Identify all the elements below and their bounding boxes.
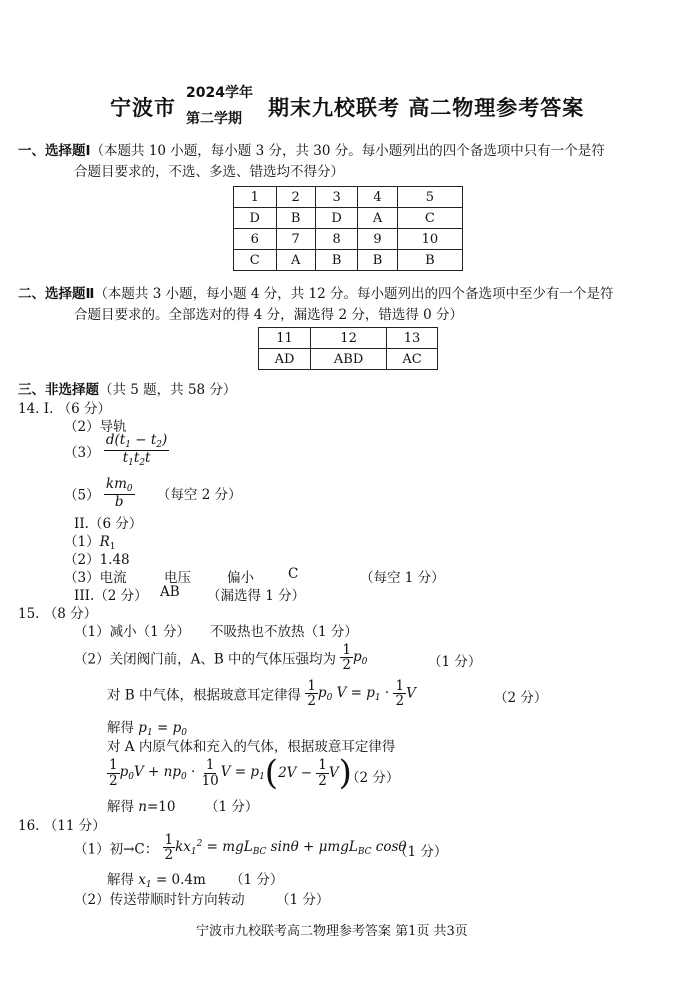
q16-solve-var: $x_1$ [138, 872, 152, 890]
section1-row [234, 208, 463, 229]
q14-ii-3-a: （3）电流 [64, 570, 127, 586]
q14-ii-3-d: C [288, 566, 299, 582]
q15-a-text: 对 A 内原气体和充入的气体，根据玻意耳定律得 [107, 739, 396, 755]
q15-b-v: V [406, 685, 416, 702]
section2-cell: AD [259, 349, 311, 370]
section1-cell: 6 [234, 229, 277, 250]
q15-label: 15. （8 分） [18, 606, 98, 622]
q15-a-frac2: $\frac{1}{10}$ [201, 757, 219, 789]
q16-frac: $\frac{1}{2}$ [164, 832, 174, 864]
q15-part2 [74, 643, 367, 672]
q14-part5-label: （5） [64, 487, 100, 504]
section1-line1 [18, 139, 605, 159]
q16-eq: $kx_1^2 = mgL_{BC}$ sinθ + μmgL$_{BC}$ cosθ [175, 838, 407, 857]
q14-ii-label: II.（6 分） [74, 516, 143, 532]
q15-a-frac1: $\frac{1}{2}$ [109, 757, 118, 789]
q15-part2-text: （2）关闭阀门前，A、B 中的气体压强均为 [74, 651, 337, 668]
q14-ii-2: （2）1.48 [64, 552, 130, 568]
q16-solve-score: （1 分） [230, 872, 284, 888]
q16-part2: （2）传送带顺时针方向转动 [74, 892, 245, 908]
q15-b-line [107, 679, 416, 708]
q14-ii-3-c: 偏小 [227, 570, 254, 586]
section1-cell: 4 [358, 187, 397, 208]
section1-answer-table [233, 186, 463, 271]
section2-cell: AC [387, 349, 438, 370]
page-footer: 宁波市九校联考高二物理参考答案 第1页 共3页 [196, 924, 468, 939]
section1-cell: 5 [397, 187, 462, 208]
q15-a-eq [107, 753, 352, 793]
q15-solve2 [107, 795, 176, 815]
section1-cell: D [315, 208, 358, 229]
q14-iii-label: III.（2 分） [74, 588, 148, 604]
section3-line [18, 378, 236, 398]
q15-a-lparen: ( [264, 753, 279, 793]
section2-cell: 12 [311, 328, 387, 349]
q14-part2: （2）导轨 [64, 419, 127, 435]
section1-row [234, 229, 463, 250]
q15-solve2-var: n [138, 799, 147, 815]
section1-cell: A [276, 250, 315, 271]
section1-row [234, 187, 463, 208]
section2-cell: 11 [259, 328, 311, 349]
section2-heading: 二、选择题Ⅱ [18, 286, 95, 302]
q15-solve2-score: （1 分） [205, 799, 259, 815]
section2-answer-table [258, 327, 438, 370]
q14-part5 [64, 477, 242, 510]
section1-desc2: 合题目要求的，不选、多选、错选均不得分） [74, 164, 344, 180]
q15-a-rparen: ) [338, 753, 352, 793]
q15-solve2-label: 解得 [107, 799, 134, 815]
title-term: 第二学期 [186, 111, 242, 127]
section3-heading: 三、非选择题 [18, 382, 99, 398]
q14-ii-3-note: （每空 1 分） [360, 570, 445, 586]
section1-cell: A [358, 208, 397, 229]
section1-cell: B [315, 250, 358, 271]
page-title: 期末九校联考 高二物理参考答案 [268, 96, 585, 120]
q14-ii-1-sub: 1 [109, 542, 116, 552]
q15-a-v: V [328, 765, 339, 781]
q15-part1b: 不吸热也不放热（1 分） [210, 624, 358, 640]
q16-part2-score: （1 分） [276, 892, 330, 908]
section1-cell: C [397, 208, 462, 229]
section2-line1 [18, 282, 614, 302]
q16-part1-label: （1）初→C： [74, 841, 159, 858]
q14-part3-formula: $\frac{d(t_1 - t_2)}{t_1t_2t}$ [105, 432, 168, 469]
q16-part1 [74, 833, 407, 862]
section1-cell: 1 [234, 187, 277, 208]
q15-a-eq-part1: $p_0V + np_0$ · [119, 764, 200, 782]
q15-a-score: （2 分） [346, 770, 400, 786]
q15-a-eq-part3: 2V − [278, 765, 317, 781]
title-year: 2024学年 [186, 85, 253, 101]
q15-a-eq-part2: $V = p_1$ [220, 764, 265, 782]
section2-cell: ABD [311, 349, 387, 370]
q15-solve1-eq: $p_1 = p_0$ [138, 720, 187, 738]
q16-label: 16. （11 分） [18, 818, 106, 834]
q15-b-frac1: $\frac{1}{2}$ [307, 678, 316, 710]
section1-cell: B [397, 250, 462, 271]
q14-iii-answer: AB [160, 584, 180, 600]
section2-row [259, 328, 438, 349]
q15-solve2-rest: =10 [147, 799, 176, 815]
section1-cell: B [276, 208, 315, 229]
q15-p0: $p_0$ [352, 648, 368, 667]
q14-part3-label: （3） [64, 444, 100, 461]
q15-part1a: （1）减小（1 分） [74, 624, 190, 640]
section2-row [259, 349, 438, 370]
q16-solve-val: = 0.4m [155, 872, 206, 888]
section1-cell: 10 [397, 229, 462, 250]
q14-part3 [64, 433, 169, 469]
title-city: 宁波市 [110, 96, 176, 120]
section2-desc2: 合题目要求的。全部选对的得 4 分，漏选得 2 分，错选得 0 分） [74, 307, 464, 323]
section1-cell: 8 [315, 229, 358, 250]
q14-iii-note: （漏选得 1 分） [207, 588, 306, 604]
q15-b-text: 对 B 中气体，根据玻意耳定律得 [107, 687, 302, 704]
section1-cell: 2 [276, 187, 315, 208]
section1-cell: 7 [276, 229, 315, 250]
q15-a-frac3: $\frac{1}{2}$ [318, 757, 327, 789]
q15-b-frac2: $\frac{1}{2}$ [395, 678, 405, 710]
q15-b-score: （2 分） [494, 690, 548, 706]
section2-desc1: （本题共 3 小题，每小题 4 分，共 12 分。每小题列出的四个备选项中至少有一个是符 [94, 286, 614, 302]
section1-cell: 3 [315, 187, 358, 208]
section1-heading: 一、选择题Ⅰ [18, 143, 91, 159]
q14-ii-1-value: R [99, 534, 110, 550]
q16-part1-score: （1 分） [394, 844, 448, 860]
section1-cell: D [234, 208, 277, 229]
section1-cell: 9 [358, 229, 397, 250]
section1-cell: B [358, 250, 397, 271]
section1-row [234, 250, 463, 271]
q14-label: 14. I. （6 分） [18, 401, 112, 417]
section1-desc1: （本题共 10 小题，每小题 3 分，共 30 分。每小题列出的四个备选项中只有一个是符 [90, 143, 605, 159]
q16-solve-label: 解得 [107, 872, 134, 888]
section3-desc: （共 5 题，共 58 分） [99, 382, 237, 398]
q15-part2-score: （1 分） [428, 654, 482, 670]
q14-part5-formula: $\frac{km_0}{b}$ [105, 476, 133, 511]
q14-ii-1-label: （1） [64, 534, 100, 550]
section2-cell: 13 [387, 328, 438, 349]
q14-ii-3-b: 电压 [164, 570, 191, 586]
q14-part5-note: （每空 2 分） [156, 487, 242, 504]
q15-half-fraction: $\frac{1}{2}$ [342, 642, 351, 674]
q15-solve1-label: 解得 [107, 720, 134, 736]
q16-solve [107, 868, 206, 890]
section1-cell: C [234, 250, 277, 271]
q15-b-eq: $p_0$ $V = p_1$ · [317, 684, 394, 703]
